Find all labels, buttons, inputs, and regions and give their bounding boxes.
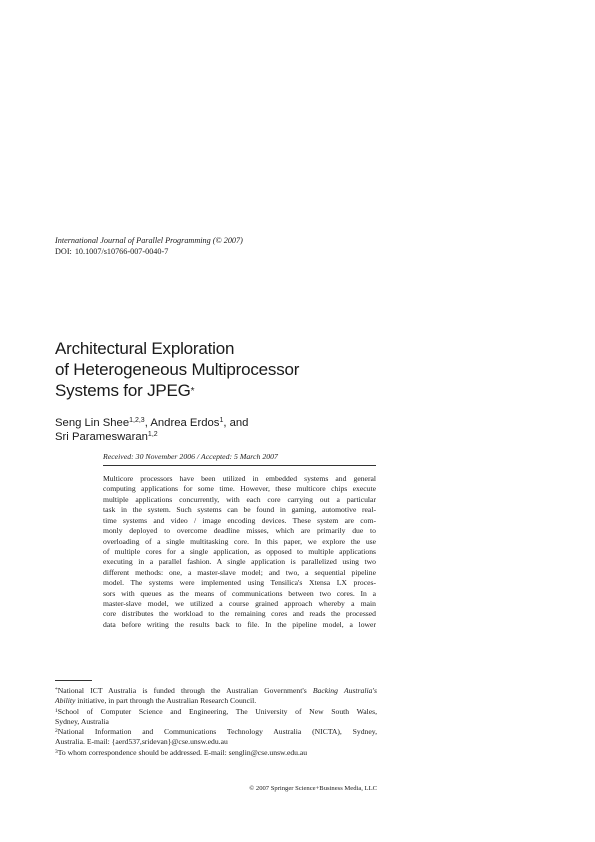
footnote-mark: * bbox=[55, 687, 58, 693]
received-accepted-dates: Received: 30 November 2006 / Accepted: 5 March 2007 bbox=[103, 452, 278, 461]
footnote-2 bbox=[55, 727, 377, 748]
footnote-mark: 3 bbox=[55, 748, 58, 755]
title-line-3-text: Systems for JPEG bbox=[55, 381, 191, 400]
footnote-line bbox=[55, 696, 377, 706]
footnote-text: National ICT Australia is funded through the Australian Government's bbox=[57, 686, 313, 695]
doi-label: DOI: bbox=[55, 247, 72, 256]
author-list bbox=[55, 416, 435, 444]
title-line-3 bbox=[55, 380, 415, 401]
abstract-line: data before writing the results back to file. In the pipeline model, a lower bbox=[103, 619, 376, 629]
abstract bbox=[103, 474, 376, 630]
footnote-mark: 1 bbox=[55, 707, 58, 714]
footnote-line bbox=[55, 748, 377, 758]
footnote-star bbox=[55, 686, 377, 707]
author-line-1 bbox=[55, 416, 435, 430]
paper-title bbox=[55, 338, 415, 401]
author-affiliation: 1,2 bbox=[147, 431, 158, 438]
doi-value: 10.1007/s10766-007-0040-7 bbox=[74, 247, 169, 256]
footnote-text: To whom correspondence should be addressed. E-mail: senglin@cse.unsw.edu.au bbox=[57, 747, 308, 757]
journal-citation: International Journal of Parallel Programming (© 2007) bbox=[55, 236, 243, 245]
abstract-line: Multicore processors have been utilized in embedded systems and general bbox=[103, 474, 376, 483]
abstract-line: sors with queues as the means of communications between two cores. In a bbox=[103, 588, 376, 598]
footnote-3 bbox=[55, 748, 377, 758]
abstract-line: model. The systems were implemented using Tensilica's Xtensa LX proces- bbox=[103, 578, 376, 588]
abstract-line: monly deployed to overcome deadline misses, which are primarily due to bbox=[103, 526, 376, 536]
copyright-notice: © 2007 Springer Science+Business Media, LLC bbox=[249, 785, 377, 792]
abstract-line: time systems and video / image encoding devices. These system are com- bbox=[103, 515, 376, 525]
footnotes bbox=[55, 686, 377, 758]
title-footnote-mark: * bbox=[190, 386, 195, 397]
footnote-line: Sydney, Australia bbox=[55, 716, 109, 726]
title-line-2: of Heterogeneous Multiprocessor bbox=[55, 360, 300, 379]
author-affiliation: 1 bbox=[219, 417, 224, 424]
footnote-text: initiative, in part through the Australian Research Council. bbox=[75, 696, 257, 706]
footnote-line bbox=[55, 686, 377, 696]
footnote-line bbox=[55, 707, 377, 717]
footnote-divider bbox=[55, 680, 92, 681]
abstract-line: core distributes the workload to the remaining cores and reads the processed bbox=[103, 609, 376, 619]
author-name: Sri Parameswaran bbox=[55, 431, 148, 443]
abstract-line: task in the system. Such systems can be found in gaming, automotive real- bbox=[103, 505, 376, 515]
footnote-line: Australia. E-mail: {aerd537,sridevan}@cse.unsw.edu.au bbox=[55, 737, 228, 747]
footnote-italic-text: Ability bbox=[55, 696, 76, 706]
footnote-line bbox=[55, 727, 377, 737]
abstract-line: master-slave model, we utilized a course grained approach whereby a main bbox=[103, 599, 376, 609]
author-name: Seng Lin Shee bbox=[55, 417, 130, 429]
abstract-line: executing in a parallel fashion. A single application is parallelized using two bbox=[103, 557, 376, 567]
title-line-1: Architectural Exploration bbox=[55, 339, 235, 358]
abstract-line: of multiple cores for a single application, as opposed to multiple applications bbox=[103, 546, 376, 556]
abstract-divider bbox=[103, 465, 376, 466]
footnote-text: National Information and Communications Technology Australia (NICTA), Sydney, bbox=[57, 727, 377, 737]
footnote-1 bbox=[55, 707, 377, 728]
abstract-line: different methods: one, a master-slave model; and two, a sequential pipeline bbox=[103, 567, 376, 577]
author-name: , Andrea Erdos bbox=[144, 417, 220, 429]
doi-line bbox=[55, 247, 171, 256]
author-connector: , and bbox=[223, 417, 249, 429]
footnote-text: School of Computer Science and Engineering, The University of New South Wales, bbox=[57, 706, 377, 716]
abstract-line: computing applications for some time. However, these multicore chips execute bbox=[103, 484, 376, 494]
author-line-2 bbox=[55, 430, 435, 444]
author-affiliation: 1,2,3 bbox=[129, 417, 145, 424]
footnote-italic-text: Backing Australia's bbox=[312, 686, 377, 695]
abstract-line: multiple applications concurrently, with each core carrying out a particular bbox=[103, 494, 376, 504]
footnote-mark: 2 bbox=[55, 728, 58, 735]
abstract-line: overloading of a single multitasking core. In this paper, we explore the use bbox=[103, 536, 376, 546]
